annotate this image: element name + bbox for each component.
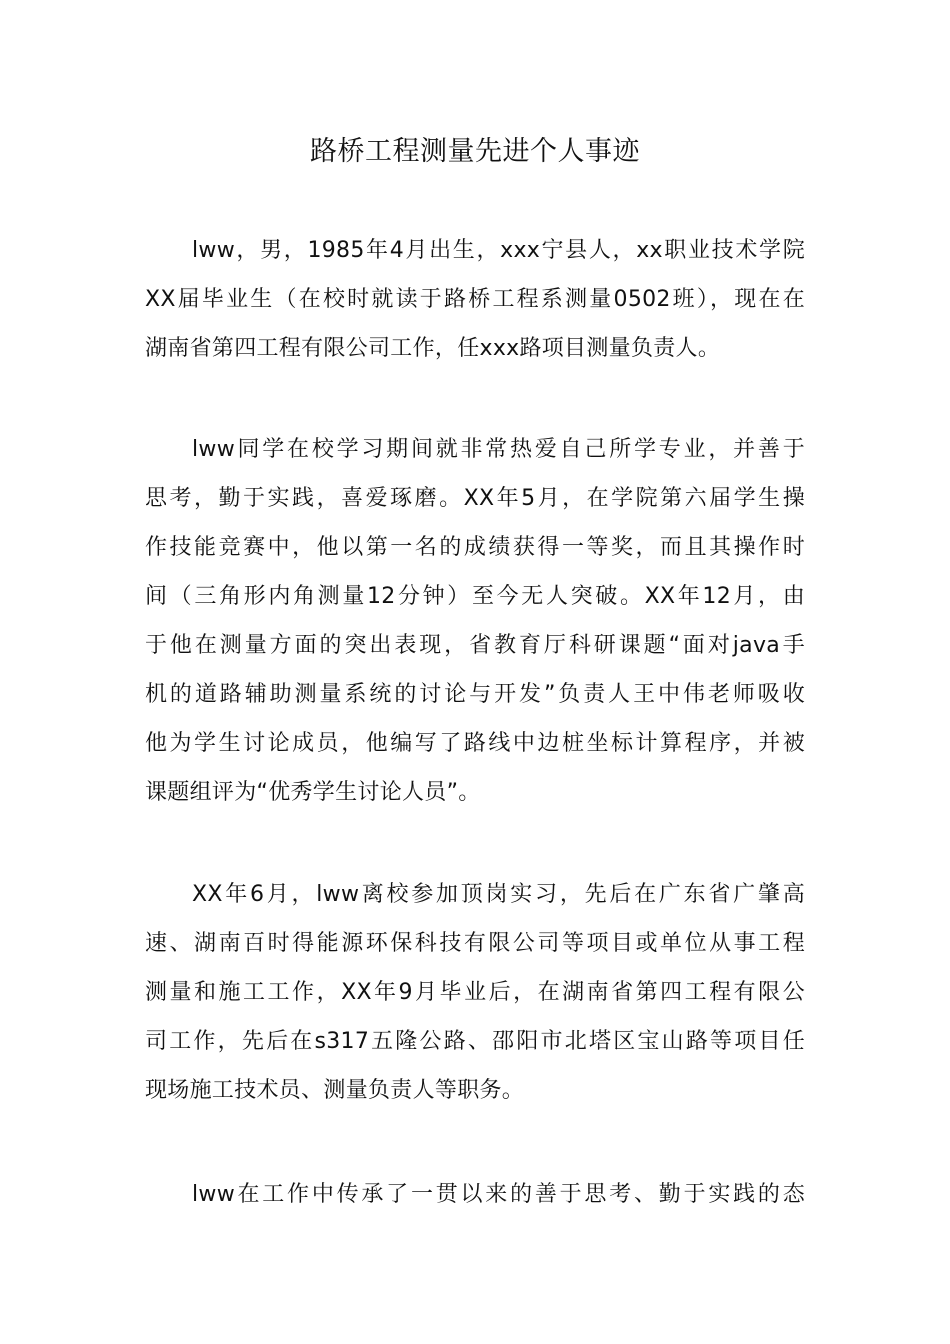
paragraph-4: [145, 1170, 805, 1219]
paragraph-line: 课题组评为“优秀学生讨论人员”。: [145, 780, 481, 805]
paragraph-line: XX年6月，lww离校参加顶岗实习，先后在广东省广肇高: [192, 882, 805, 907]
paragraph-line: 湖南省第四工程有限公司工作，任xxx路项目测量负责人。: [145, 336, 721, 361]
paragraph-line: 测量和施工工作，XX年9月毕业后，在湖南省第四工程有限公: [145, 980, 805, 1005]
paragraph-line: 司工作，先后在s317五隆公路、邵阳市北塔区宝山路等项目任: [145, 1029, 805, 1054]
paragraph-line: XX届毕业生（在校时就读于路桥工程系测量0502班），现在在: [145, 287, 805, 312]
paragraph-line: 速、湖南百时得能源环保科技有限公司等项目或单位从事工程: [145, 931, 805, 956]
paragraph-line: 他为学生讨论成员，他编写了路线中边桩坐标计算程序，并被: [145, 731, 805, 756]
paragraph-line: lww在工作中传承了一贯以来的善于思考、勤于实践的态: [192, 1182, 805, 1207]
paragraph-line: lww同学在校学习期间就非常热爱自己所学专业，并善于: [192, 437, 805, 462]
paragraph-line: 间（三角形内角测量12分钟）至今无人突破。XX年12月，由: [145, 584, 805, 609]
paragraph-line: 于他在测量方面的突出表现，省教育厅科研课题“面对java手: [145, 633, 805, 658]
paragraph-line: 思考，勤于实践，喜爱琢磨。XX年5月，在学院第六届学生操: [145, 486, 805, 511]
paragraph-2: [145, 425, 805, 817]
paragraph-line: lww，男，1985年4月出生，xxx宁县人，xx职业技术学院: [192, 238, 805, 263]
paragraph-1: [145, 226, 805, 373]
paragraph-3: [145, 870, 805, 1115]
paragraph-line: 作技能竞赛中，他以第一名的成绩获得一等奖，而且其操作时: [145, 535, 805, 560]
document-title: 路桥工程测量先进个人事迹: [310, 136, 640, 167]
paragraph-line: 现场施工技术员、测量负责人等职务。: [145, 1078, 525, 1103]
paragraph-line: 机的道路辅助测量系统的讨论与开发”负责人王中伟老师吸收: [145, 682, 805, 707]
